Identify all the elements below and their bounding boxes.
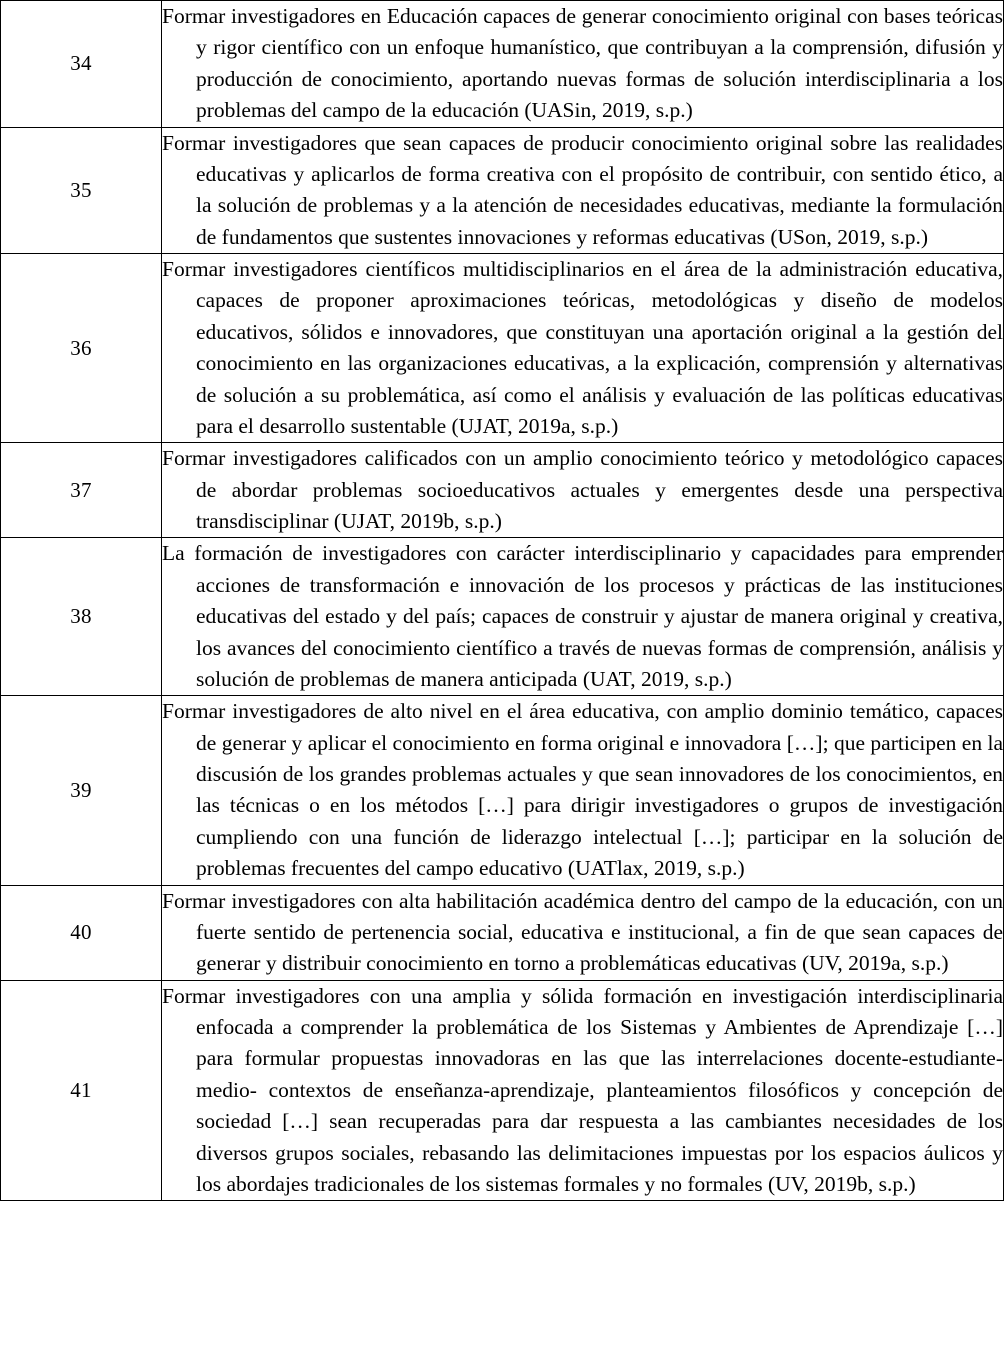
row-text — [162, 443, 1004, 538]
row-number: 34 — [1, 1, 162, 128]
table-body — [1, 1, 1004, 1201]
table-row — [1, 127, 1004, 254]
paragraph-text: Formar investigadores que sean capaces de producir conocimiento original sobre las realidades educativas y aplicarlos de forma creativa con el propósito de contribuir, con sentido ético, a la solución de problemas y a la atención de necesidades educativas, mediante la formulación de fundamentos que sustentes innovaciones y reformas educativas (USon, 2019, s.p.) — [162, 130, 1003, 249]
paragraph-text: Formar investigadores con alta habilitación académica dentro del campo de la educación, con un fuerte sentido de pertenencia social, educativa e institucional, a fin de que sean capaces de generar y distribuir conocimiento en torno a problemáticas educativas (UV, 2019a, s.p.) — [162, 888, 1003, 976]
row-text — [162, 696, 1004, 885]
table-row — [1, 980, 1004, 1201]
paragraph-text: Formar investigadores de alto nivel en el área educativa, con amplio dominio temático, capaces de generar y aplicar el conocimiento en forma original e innovadora […]; que participen en la discusión de los grandes problemas actuales y que sean innovadores de los conocimientos, en las técnicas o en los métodos […] para dirigir investigadores o grupos de investigación cumpliendo con una función de liderazgo intelectual […]; participar en la solución de problemas frecuentes del campo educativo (UATlax, 2019, s.p.) — [162, 699, 1003, 881]
table-row — [1, 443, 1004, 538]
row-number: 39 — [1, 696, 162, 885]
row-number: 41 — [1, 980, 162, 1201]
table-row — [1, 696, 1004, 885]
paragraph-text: Formar investigadores calificados con un amplio conocimiento teórico y metodológico capaces de abordar problemas socioeducativos actuales y emergentes desde una perspectiva transdisciplinar (UJAT, 2019b, s.p.) — [162, 446, 1003, 533]
paragraph-text: Formar investigadores científicos multidisciplinarios en el área de la administración educativa, capaces de proponer aproximaciones teóricas, metodológicas y diseño de modelos educativos, sólidos e innovadores, que constituyan una aportación original a la gestión del conocimiento en las organizaciones educativas, a la explicación, comprensión y alternativas de solución a su problemática, así como el análisis y evaluación de las políticas educativas para el desarrollo sustentable (UJAT, 2019a, s.p.) — [162, 257, 1003, 438]
row-text — [162, 254, 1004, 443]
row-number: 37 — [1, 443, 162, 538]
table-row — [1, 885, 1004, 980]
paragraph-text: La formación de investigadores con carácter interdisciplinario y capacidades para emprender acciones de transformación e innovación de los procesos y prácticas de las instituciones educativas del estado y del país; capaces de construir y ajustar de manera original y creativa, los avances del conocimiento científico a través de nuevas formas de comprensión, análisis y solución de problemas de manera anticipada (UAT, 2019, s.p.) — [162, 541, 1003, 691]
row-number: 40 — [1, 885, 162, 980]
row-number: 38 — [1, 538, 162, 696]
row-text — [162, 538, 1004, 696]
row-text — [162, 980, 1004, 1201]
row-text — [162, 885, 1004, 980]
table-row — [1, 538, 1004, 696]
table-row — [1, 1, 1004, 128]
row-text — [162, 127, 1004, 254]
row-number: 36 — [1, 254, 162, 443]
paragraph-text: Formar investigadores en Educación capaces de generar conocimiento original con bases teóricas y rigor científico con un enfoque humanístico, que contribuyan a la comprensión, difusión y producción de conocimiento, aportando nuevas formas de solución interdisciplinaria a los problemas del campo de la educación (UASin, 2019, s.p.) — [162, 4, 1003, 123]
row-number: 35 — [1, 127, 162, 254]
table-row — [1, 254, 1004, 443]
paragraph-text: Formar investigadores con una amplia y sólida formación en investigación interdisciplinaria enfocada a comprender la problemática de los Sistemas y Ambientes de Aprendizaje […] para formular propuestas innovadoras en las que las interrelaciones docente-estudiante-medio- contextos de enseñanza-aprendizaje, planteamientos filosóficos y concepción de sociedad […] sean recuperadas para dar respuesta a las cambiantes necesidades de los diversos grupos sociales, rebasando las delimitaciones impuestas por los espacios áulicos y los abordajes tradicionales de los sistemas formales y no formales (UV, 2019b, s.p.) — [162, 983, 1003, 1196]
row-text — [162, 1, 1004, 128]
